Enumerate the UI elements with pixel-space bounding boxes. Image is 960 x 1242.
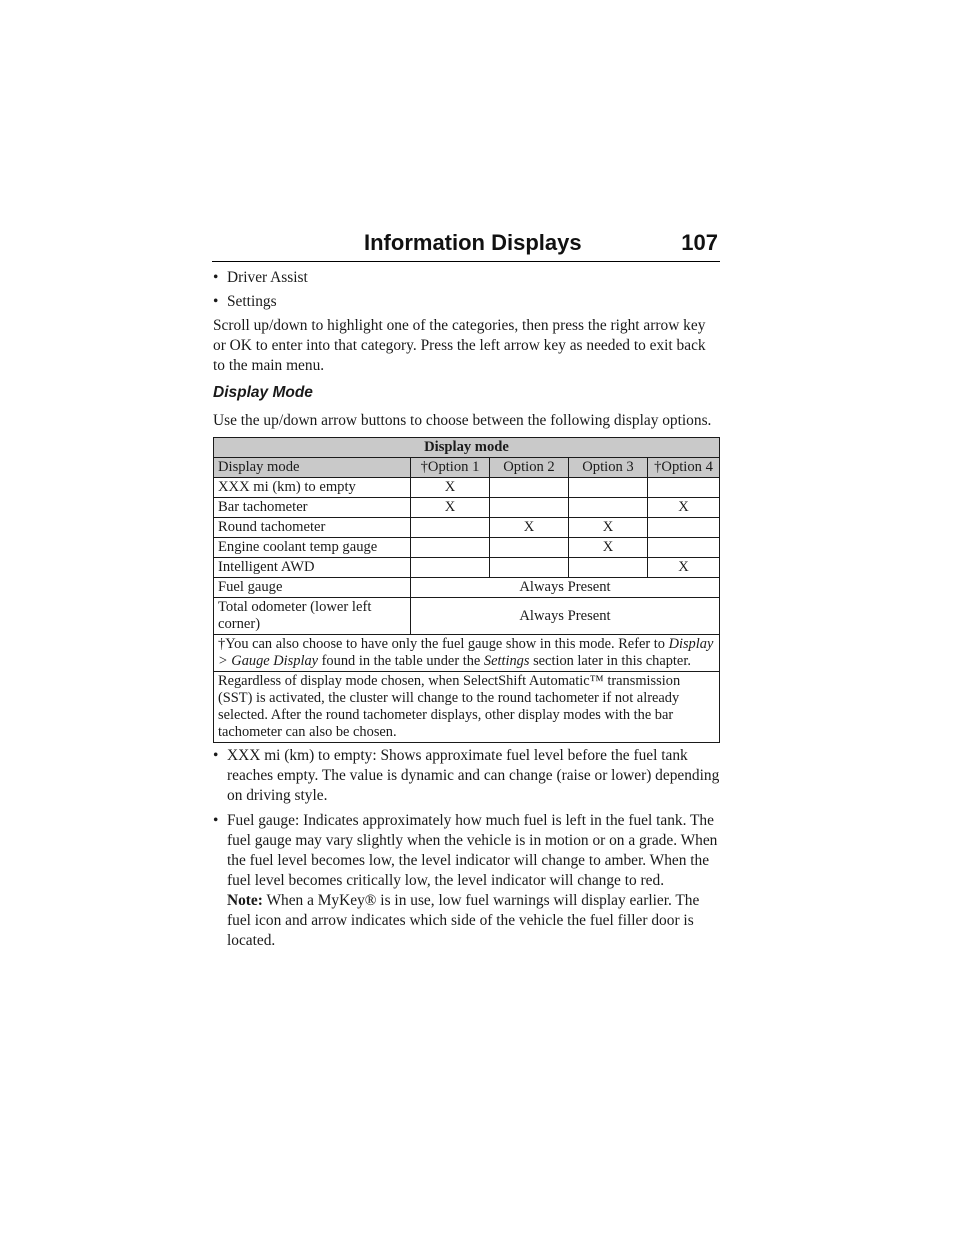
page-number: 107	[681, 230, 718, 255]
table-cell	[411, 558, 490, 578]
bullet-icon: •	[213, 269, 219, 286]
table-row	[214, 578, 720, 598]
column-header: Display mode	[214, 458, 411, 478]
column-header: Option 3	[569, 458, 648, 478]
table-header-row	[214, 458, 720, 478]
row-label: Round tachometer	[214, 518, 411, 538]
page-content	[213, 268, 721, 956]
table-note: Regardless of display mode chosen, when SelectShift Automatic™ transmission (SST) is activated, the cluster will change to the round tachometer if not already selected. After the round tachometer displays, other display modes with the bar tachometer can also be chosen.	[214, 672, 720, 743]
section-heading: Display Mode	[213, 384, 313, 401]
table-footnote: †You can also choose to have only the fuel gauge show in this mode. Refer to Display > Gauge Display found in the table under the Settings section later in this chapter.	[214, 635, 720, 672]
table-cell	[569, 498, 648, 518]
table-row	[214, 498, 720, 518]
column-header: †Option 4	[648, 458, 720, 478]
table-cell	[648, 478, 720, 498]
table-cell: X	[648, 498, 720, 518]
table-cell	[569, 478, 648, 498]
row-label: Engine coolant temp gauge	[214, 538, 411, 558]
table-row	[214, 598, 720, 635]
intro-paragraph: Scroll up/down to highlight one of the categories, then press the right arrow key or OK to enter into that category. Press the left arrow key as needed to exit back to the main menu.	[213, 317, 706, 374]
table-row	[214, 478, 720, 498]
row-label: XXX mi (km) to empty	[214, 478, 411, 498]
table-note-row	[214, 672, 720, 743]
table-cell	[490, 478, 569, 498]
row-label: Bar tachometer	[214, 498, 411, 518]
table-row	[214, 558, 720, 578]
table-cell	[411, 538, 490, 558]
table-footnote-row	[214, 635, 720, 672]
bullet-icon: •	[213, 293, 219, 310]
page-title: Information Displays	[364, 230, 582, 255]
list-item: • Fuel gauge: Indicates approximately how much fuel is left in the fuel tank. The fuel gauge may vary slightly when the vehicle is in motion or on a grade. When the fuel level becomes low, the level indicator will change to amber. When the fuel level becomes critically low, the level indicator will change to red. Note: When a MyKey® is in use, low fuel warnings will display earlier. The fuel icon and arrow indicates which side of the vehicle the fuel filler door is located.	[213, 812, 718, 949]
table-cell	[490, 558, 569, 578]
page-header	[212, 228, 720, 262]
list-item: • Settings	[213, 293, 277, 310]
row-label: Intelligent AWD	[214, 558, 411, 578]
note-label: Note:	[227, 892, 263, 909]
bullet-icon: •	[213, 747, 219, 764]
table-cell	[648, 518, 720, 538]
table-cell	[490, 538, 569, 558]
list-item: • XXX mi (km) to empty: Shows approximate fuel level before the fuel tank reaches empty. The value is dynamic and can change (raise or lower) depending on driving style.	[213, 747, 720, 804]
table-cell: X	[411, 498, 490, 518]
table-caption: Display mode	[214, 438, 720, 458]
section-paragraph: Use the up/down arrow buttons to choose between the following display options.	[213, 412, 712, 429]
table-cell: Always Present	[411, 598, 720, 635]
table-cell: X	[648, 558, 720, 578]
table-cell: X	[411, 478, 490, 498]
list-item: • Driver Assist	[213, 269, 308, 286]
bullet-icon: •	[213, 812, 219, 829]
table-row	[214, 538, 720, 558]
table-cell	[411, 518, 490, 538]
table-cell: X	[490, 518, 569, 538]
column-header: †Option 1	[411, 458, 490, 478]
table-cell	[490, 498, 569, 518]
row-label: Fuel gauge	[214, 578, 411, 598]
row-label: Total odometer (lower left corner)	[214, 598, 411, 635]
column-header: Option 2	[490, 458, 569, 478]
table-cell	[569, 558, 648, 578]
note-text: When a MyKey® is in use, low fuel warnings will display earlier. The fuel icon and arrow indicates which side of the vehicle the fuel filler door is located.	[227, 892, 700, 949]
table-cell: X	[569, 538, 648, 558]
table-cell: X	[569, 518, 648, 538]
display-mode-table	[213, 437, 720, 743]
table-cell: Always Present	[411, 578, 720, 598]
table-cell	[648, 538, 720, 558]
table-row	[214, 518, 720, 538]
